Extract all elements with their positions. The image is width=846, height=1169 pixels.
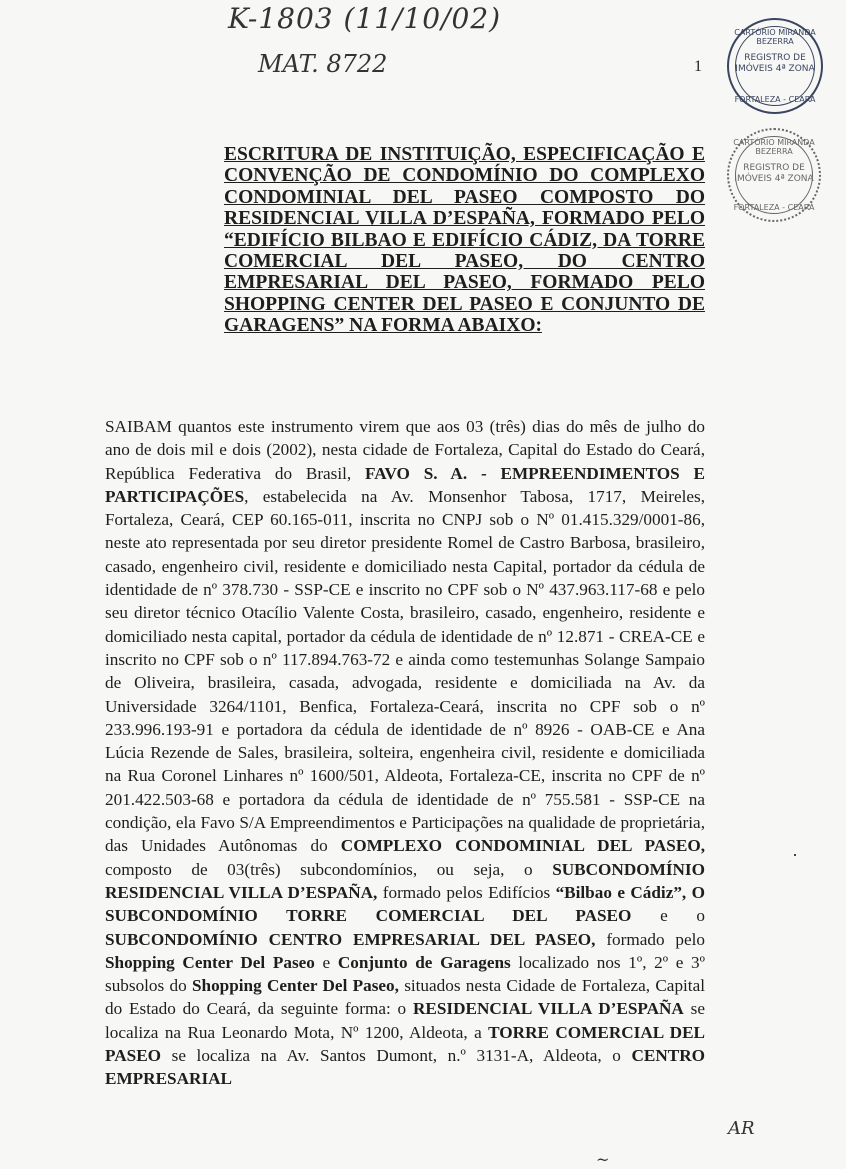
text-run: composto de 03(três) subcondomínios, ou seja, o [105,859,553,879]
title-line: SHOPPING CENTER DEL PASEO E CONJUNTO DE [224,293,705,315]
stamp-middle-text: REGISTRO DE IMÓVEIS 4ª ZONA [734,163,814,184]
text-run: situados nesta Cidade de Fortaleza, Capital do Estado do Ceará, da seguinte forma: o [105,976,705,1019]
stamp-bottom-text: FORTALEZA - CEARÁ [734,95,816,104]
handwritten-reference: K-1803 (11/10/02) [228,2,502,35]
bold-run: SUBCONDOMÍNIO RESIDENCIAL VILLA D’ESPAÑA, [105,859,705,902]
text-run: formado pelos Edifícios [377,882,556,902]
body-paragraph [105,415,705,1091]
text-run: se localiza na Av. Santos Dumont, n.º 3131-A, Aldeota, o [161,1046,632,1066]
title-line: CONDOMINIAL DEL PASEO COMPOSTO DO [224,186,705,208]
handwritten-initials: AR [728,1118,755,1139]
handwritten-registration: MAT. 8722 [258,50,388,78]
title-line: ESCRITURA DE INSTITUIÇÃO, ESPECIFICAÇÃO E [224,144,705,165]
notary-stamp-icon [727,18,823,114]
title-line: EMPRESARIAL DEL PASEO, FORMADO PELO [224,272,705,294]
notary-stamp-icon [727,128,821,222]
bold-run: COMPLEXO CONDOMINIAL DEL PASEO, [340,836,705,856]
margin-mark [794,854,796,856]
bold-run: Conjunto de Garagens [337,952,511,972]
stamp-top-text: CARTÓRIO MIRANDA BEZERRA [734,28,816,46]
bold-run: RESIDENCIAL VILLA D’ESPAÑA [412,999,684,1019]
document-title [224,144,705,337]
stamp-bottom-text: FORTALEZA - CEARÁ [733,203,815,212]
page-number: 1 [694,58,702,75]
signature-scribble: ~ [596,1150,610,1169]
bold-run: “Bilbao e Cádiz”, O SUBCONDOMÍNIO TORRE COMERCIAL DEL PASEO [105,882,705,926]
text-run: e [314,952,338,972]
title-line: CONVENÇÃO DE CONDOMÍNIO DO COMPLEXO [224,165,705,187]
title-line: COMERCIAL DEL PASEO, DO CENTRO [224,251,705,273]
bold-run: SUBCONDOMÍNIO CENTRO EMPRESARIAL DEL PASEO, [105,929,596,949]
title-line: RESIDENCIAL VILLA D’ESPAÑA, FORMADO PELO [224,208,705,230]
text-run: , estabelecida na Av. Monsenhor Tabosa, 1717, Meireles, Fortaleza, Ceará, CEP 60.165-011, inscrita no CNPJ sob o Nº 01.415.329/0001-86, neste ato representada por seu diretor presidente Romel de Castro Barbosa, brasileiro, casado, engenheiro civil, residente e domiciliado nesta Capital, portador da cédula de identidade de nº 378.730 - SSP-CE e inscrito no CPF sob o Nº 437.963.117-68 e pelo seu diretor técnico Otacílio Valente Costa, brasileiro, casado, engenheiro, residente e domiciliado nesta capital, portador da cédula de identidade de nº 12.871 - CREA-CE e inscrito no CPF sob o nº 117.894.763-72 e ainda como testemunhas Solange Sampaio de Oliveira, brasileira, casada, advogada, residente e domiciliada na Av. da Universidade 3264/1101, Benfica, Fortaleza-Ceará, inscrita no CPF sob o nº 233.996.193-91 e portadora da cédula de identidade de nº 8926 - OAB-CE e Ana Lúcia Rezende de Sales, brasileira, solteira, engenheira civil, residente e domiciliada na Rua Coronel Linhares nº 1600/501, Aldeota, Fortaleza-CE, inscrita no CPF de nº 201.422.503-68 e portadora da cédula de identidade de nº 755.581 - SSP-CE na condição, ela Favo S/A Empreendimentos e Participações na qualidade de proprietária, das Unidades Autônomas do [105,486,705,856]
text-run: SAIBAM quantos este instrumento virem que aos 03 (três) dias do mês de julho do ano de dois mil e dois (2002), nesta cidade de Fortaleza, Capital do Estado do Ceará, República Federativa do Brasil, [105,417,705,483]
title-line: “EDIFÍCIO BILBAO E EDIFÍCIO CÁDIZ, DA TORRE [224,229,705,251]
bold-run: Shopping Center Del Paseo [105,952,315,972]
text-run: se localiza na Rua Leonardo Mota, Nº 1200, Aldeota, a [105,999,705,1042]
bold-run: FAVO S. A. - EMPREENDIMENTOS E PARTICIPAÇÕES [105,463,705,506]
body-text [105,415,705,1091]
text-run: localizado nos 1º, 2º e 3º subsolos do [105,952,705,996]
stamp-top-text: CARTÓRIO MIRANDA BEZERRA [733,138,815,156]
bold-run: Shopping Center Del Paseo, [191,976,399,996]
bold-run: TORRE COMERCIAL DEL PASEO [105,1022,705,1066]
bold-run: CENTRO EMPRESARIAL [105,1046,705,1089]
text-run: formado pelo [595,929,705,949]
text-run: e o [631,906,705,926]
stamp-middle-text: REGISTRO DE IMÓVEIS 4ª ZONA [735,53,815,74]
title-line: GARAGENS” NA FORMA ABAIXO: [224,315,542,337]
